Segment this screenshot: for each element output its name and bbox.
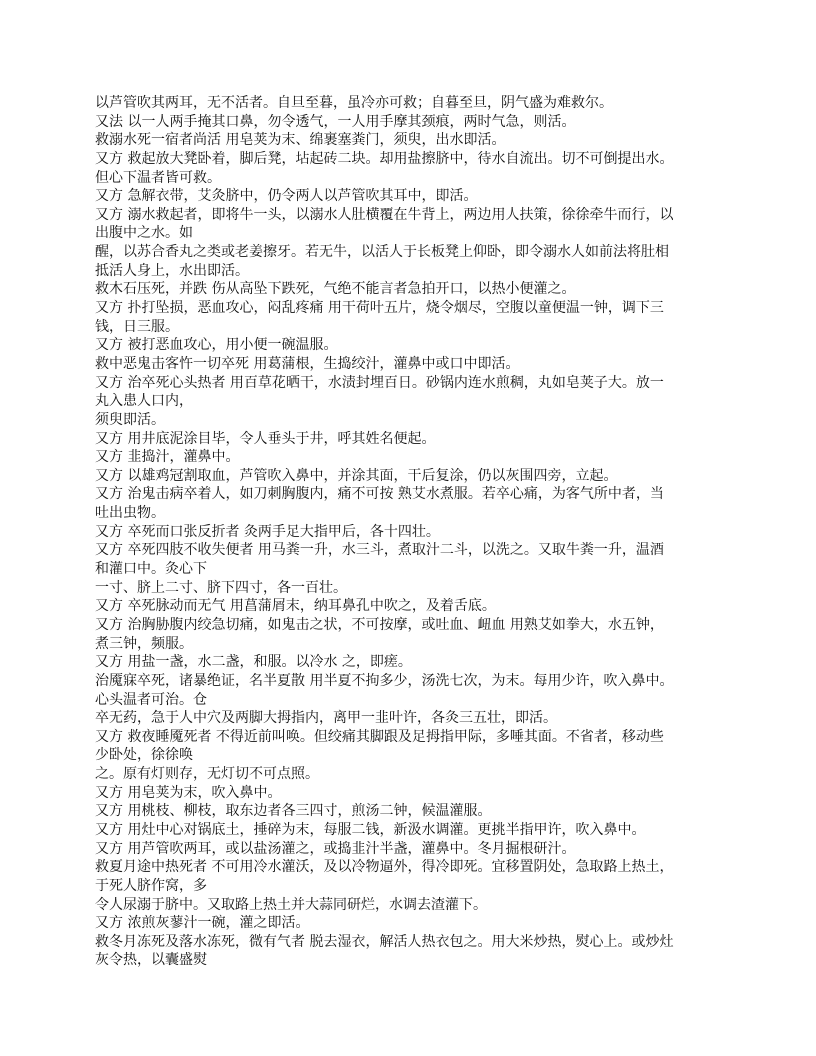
text-line: 又方 治胸胁腹内绞急切痛，如鬼击之状，不可按摩，或吐血、衄血 用熟艾如拳大，水五钟， <box>95 616 664 633</box>
text-line: 救木石压死，并跌 伤从高坠下跌死，气绝不能言者急拍开口，以热小便灌之。 <box>95 281 576 298</box>
text-line: 又方 用盐一盏，水二盏，和服。以冷水 之，即瘥。 <box>95 654 412 671</box>
text-line: 又方 治卒死心头热者 用百草花晒干，水渍封埋百日。砂锅内连水煎稠，丸如皂荚子大。放一 <box>95 374 664 391</box>
text-line: 抵活人身上，水出即活。 <box>95 262 249 279</box>
text-line: 救冬月冻死及落水冻死，微有气者 脱去湿衣，解活人热衣包之。用大米炒热，熨心上。或炒灶 <box>95 933 674 950</box>
text-line: 钱，日三服。 <box>95 318 179 335</box>
document-page <box>95 94 735 970</box>
text-line: 卒无药，急于人中穴及两脚大拇指内，离甲一韭叶许，各灸三五壮，即活。 <box>95 710 557 727</box>
text-line: 又方 救起放大凳卧着，脚后凳，坫起砖二块。却用盐擦脐中，待水自流出。切不可倒提出水。 <box>95 150 674 167</box>
text-line: 治魇寐卒死，诸暴绝证，名半夏散 用半夏不拘多少，汤洗七次，为末。每用少许，吹入鼻中。 <box>95 672 674 689</box>
text-line: 又方 卒死四肢不收失便者 用马粪一升，水三斗，煮取汁二斗，以洗之。又取牛粪一升，温酒 <box>95 542 664 559</box>
text-line: 又方 浓煎灰蓼汁一碗，灌之即活。 <box>95 915 310 932</box>
text-line: 醒，以苏合香丸之类或老姜擦牙。若无牛，以活人于长板凳上仰卧，即令溺水人如前法将肚相 <box>95 244 669 261</box>
text-line: 须臾即活。 <box>95 411 165 428</box>
text-line: 又方 溺水救起者，即将牛一头，以溺水人肚横覆在牛背上，两边用人扶策，徐徐牵牛而行，以 <box>95 206 674 223</box>
text-line: 令人尿溺于脐中。又取路上热土并大蒜同研烂，水调去渣灌下。 <box>95 896 487 913</box>
text-line: 救溺水死一宿者尚活 用皂荚为末、绵裹塞粪门，须臾，出水即活。 <box>95 132 506 149</box>
text-line: 又方 扑打坠损，恶血攻心，闷乱疼痛 用干荷叶五片，烧令烟尽，空腹以童便温一钟，调下三 <box>95 300 664 317</box>
text-line: 但心下温者皆可救。 <box>95 169 221 186</box>
text-line: 吐出虫物。 <box>95 505 165 522</box>
text-line: 又方 用芦管吹两耳，或以盐汤灌之，或捣韭汁半盏，灌鼻中。冬月掘根研汁。 <box>95 840 576 857</box>
text-line: 又方 以雄鸡冠割取血，芦管吹入鼻中，并涂其面，干后复涂，仍以灰围四旁，立起。 <box>95 467 618 484</box>
text-line: 一寸、脐上二寸、脐下四寸，各一百壮。 <box>95 579 347 596</box>
text-line: 救夏月途中热死者 不可用冷水灌沃，及以冷物逼外，得冷即死。宜移置阴处，急取路上热土， <box>95 859 674 876</box>
text-line: 煮三钟，频服。 <box>95 635 193 652</box>
text-line: 又方 急解衣带，艾灸脐中，仍令两人以芦管吹其耳中，即活。 <box>95 188 478 205</box>
text-line: 又方 卒死脉动而无气 用菖蒲屑末，纳耳鼻孔中吹之，及着舌底。 <box>95 598 496 615</box>
text-line: 又方 被打恶血攻心，用小便一碗温服。 <box>95 337 338 354</box>
text-line: 心头温者可治。仓 <box>95 691 207 708</box>
text-line: 又方 用井底泥涂目毕，令人垂头于井，呼其姓名便起。 <box>95 430 436 447</box>
text-line: 之。原有灯则存，无灯切不可点照。 <box>95 766 319 783</box>
text-line: 少卧处，徐徐唤 <box>95 747 193 764</box>
text-line: 和灌口中。灸心下 <box>95 561 207 578</box>
text-line: 又方 用桃枝、柳枝，取东边者各三四寸，煎汤二钟，候温灌服。 <box>95 803 492 820</box>
text-line: 又方 用灶中心对锅底土，捶碎为末，每服二钱，新汲水调灌。更挑半指甲许，吹入鼻中。 <box>95 821 646 838</box>
text-line: 救中恶鬼击客忤一切卒死 用葛蒲根，生捣绞汁，灌鼻中或口中即活。 <box>95 355 520 372</box>
text-line: 又方 救夜睡魇死者 不得近前叫唤。但绞痛其脚跟及足拇指甲际，多唾其面。不省者，移动些 <box>95 728 664 745</box>
text-line: 又法 以一人两手掩其口鼻，勿令透气，一人用手摩其颈痕，两时气急，则活。 <box>95 113 576 130</box>
text-line: 灰令热，以囊盛熨 <box>95 952 207 969</box>
text-line: 丸入患人口内， <box>95 393 193 410</box>
text-line: 于死人脐作窝，多 <box>95 877 207 894</box>
text-line: 又方 卒死而口张反折者 灸两手足大指甲后，各十四壮。 <box>95 523 440 540</box>
text-line: 以芦管吹其两耳，无不活者。自旦至暮，虽冷亦可救；自暮至旦，阴气盛为难救尔。 <box>95 95 613 111</box>
text-line: 又方 韭捣汁，灌鼻中。 <box>95 449 240 466</box>
text-line: 又方 治鬼击病卒着人，如刀刺胸腹内，痛不可按 熟艾水煮服。若卒心痛，为客气所中者，当 <box>95 486 664 503</box>
text-line: 出腹中之水。如 <box>95 225 193 242</box>
text-line: 又方 用皂荚为末，吹入鼻中。 <box>95 784 282 801</box>
